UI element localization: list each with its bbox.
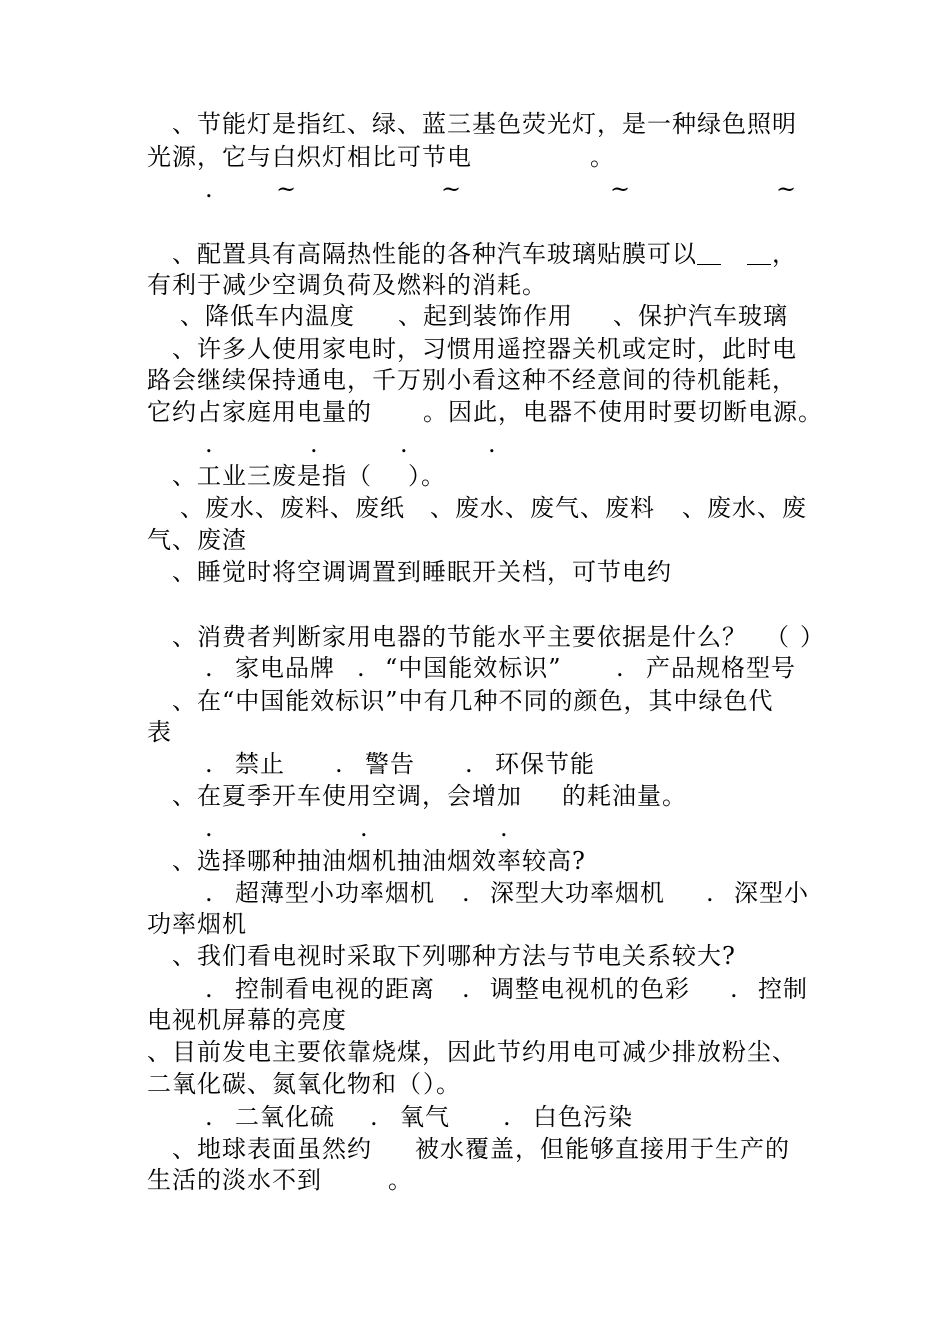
text-segment: . (205, 750, 214, 778)
text-segment: . (310, 430, 319, 458)
text-segment: 气、废渣 (147, 526, 247, 554)
text-line (0, 364, 950, 396)
text-segment: 、许多人使用家电时，习惯用遥控器关机或定时，此时电 (172, 335, 797, 363)
text-line (0, 621, 950, 653)
text-segment: ）。 (423, 1070, 461, 1098)
text-line (0, 845, 950, 877)
text-line (0, 492, 950, 524)
text-line (0, 877, 950, 909)
text-segment: 生活的淡水不到 (147, 1166, 322, 1194)
text-segment: 白色污染 (533, 1103, 633, 1131)
text-segment: . (706, 879, 715, 907)
text-line (0, 1101, 950, 1133)
text-segment: “中国能效标识” (385, 654, 562, 682)
text-segment: 功率烟机 (147, 910, 247, 938)
text-line (0, 300, 950, 332)
text-segment: 、消费者判断家用电器的节能水平主要依据是什么？ (172, 623, 747, 651)
text-segment: . (205, 430, 214, 458)
text-segment: . (465, 750, 474, 778)
text-segment: 被水覆盖，但能够直接用于生产的 (415, 1135, 790, 1163)
text-segment: . (488, 430, 497, 458)
text-segment: . (335, 750, 344, 778)
text-segment: 。因此，电器不使用时要切断电源。 (423, 398, 823, 426)
text-segment: 它约占家庭用电量的 (147, 398, 372, 426)
text-segment: 控制 (758, 975, 808, 1003)
text-segment: . (400, 430, 409, 458)
text-segment: 、节能灯是指红、绿、蓝三基色荧光灯，是一种绿色照明 (172, 110, 797, 138)
text-line (0, 108, 950, 140)
text-line (0, 556, 950, 588)
text-line (0, 141, 950, 173)
text-segment: 控制看电视的距离 (235, 975, 435, 1003)
text-segment: . (462, 879, 471, 907)
text-segment: 电视机屏幕的亮度 (147, 1006, 347, 1034)
text-segment: 深型小 (734, 879, 809, 907)
text-segment: 光源，它与白炽灯相比可节电 (147, 143, 472, 171)
text-line (0, 1004, 950, 1036)
text-segment: 、选择哪种抽油烟机抽油烟效率较高? (172, 847, 586, 875)
text-segment: . (205, 1103, 214, 1131)
text-segment: 、降低车内温度 (180, 302, 355, 330)
text-line (0, 524, 950, 556)
text-line (0, 940, 950, 972)
text-segment: 、睡觉时将空调调置到睡眠开关档，可节电约 (172, 558, 672, 586)
text-segment: 、在“中国能效标识”中有几种不同的颜色，其中绿色代 (172, 687, 774, 715)
text-line (0, 333, 950, 365)
text-line (0, 238, 950, 270)
text-segment: 二氧化碳、氮氧化物和（ (147, 1070, 422, 1098)
text-segment: 警告 (365, 750, 415, 778)
text-segment: . (500, 814, 509, 842)
text-segment: 、工业三废是指（ (172, 462, 372, 490)
text-segment: ~ (610, 175, 632, 203)
text-segment: . (730, 975, 739, 1003)
text-segment: 路会继续保持通电，千万别小看这种不经意间的待机能耗， (147, 366, 797, 394)
text-segment: . (205, 814, 214, 842)
text-segment: ） (800, 623, 825, 651)
text-segment: ~ (776, 175, 798, 203)
text-line (0, 685, 950, 717)
text-line (0, 908, 950, 940)
text-segment: 家电品牌 (235, 654, 335, 682)
text-line (0, 1068, 950, 1100)
text-segment: 的耗油量。 (562, 782, 687, 810)
text-segment: ）。 (408, 462, 446, 490)
text-segment: 禁止 (235, 750, 285, 778)
text-segment: . (503, 1103, 512, 1131)
text-segment: 、废水、废料、废纸 (180, 494, 405, 522)
text-segment: 、在夏季开车使用空调，会增加 (172, 782, 522, 810)
text-segment: ~ (441, 175, 463, 203)
text-segment: . (357, 654, 366, 682)
text-line (0, 173, 950, 205)
text-segment: . (205, 175, 214, 203)
text-segment: 、地球表面虽然约 (172, 1135, 372, 1163)
text-line (0, 973, 950, 1005)
text-segment: . (205, 879, 214, 907)
text-segment: . (462, 975, 471, 1003)
text-segment: ~ (276, 175, 298, 203)
text-line (0, 396, 950, 428)
text-line (0, 269, 950, 301)
text-segment: 、保护汽车玻璃 (613, 302, 788, 330)
text-segment: . (360, 814, 369, 842)
text-segment: 、废水、废气、废料 (430, 494, 655, 522)
text-segment: . (616, 654, 625, 682)
text-line (0, 1036, 950, 1068)
text-segment: 深型大功率烟机 (490, 879, 665, 907)
text-segment: 。 (590, 143, 615, 171)
text-line (0, 652, 950, 684)
text-line (0, 1133, 950, 1165)
text-line (0, 812, 950, 844)
text-segment: 、废水、废 (682, 494, 807, 522)
text-segment: （ (765, 623, 790, 651)
text-segment: 有利于减少空调负荷及燃料的消耗。 (147, 271, 547, 299)
text-segment: 超薄型小功率烟机 (235, 879, 435, 907)
text-line (0, 748, 950, 780)
text-segment: . (205, 654, 214, 682)
text-segment: . (370, 1103, 379, 1131)
text-line (0, 780, 950, 812)
text-segment: 、配置具有高隔热性能的各种汽车玻璃贴膜可以＿ ＿， (172, 240, 797, 268)
text-segment: 、我们看电视时采取下列哪种方法与节电关系较大? (172, 942, 736, 970)
text-line (0, 1164, 950, 1196)
text-line (0, 716, 950, 748)
text-segment: 、目前发电主要依靠烧煤，因此节约用电可减少排放粉尘、 (147, 1038, 797, 1066)
text-segment: 表 (147, 718, 172, 746)
text-segment: 氧气 (400, 1103, 450, 1131)
text-segment: 。 (388, 1166, 413, 1194)
text-segment: 环保节能 (495, 750, 595, 778)
text-segment: . (205, 975, 214, 1003)
text-segment: 、起到装饰作用 (398, 302, 573, 330)
text-segment: 调整电视机的色彩 (490, 975, 690, 1003)
text-line (0, 428, 950, 460)
text-segment: 二氧化硫 (235, 1103, 335, 1131)
text-segment: 产品规格型号 (646, 654, 796, 682)
text-line (0, 460, 950, 492)
